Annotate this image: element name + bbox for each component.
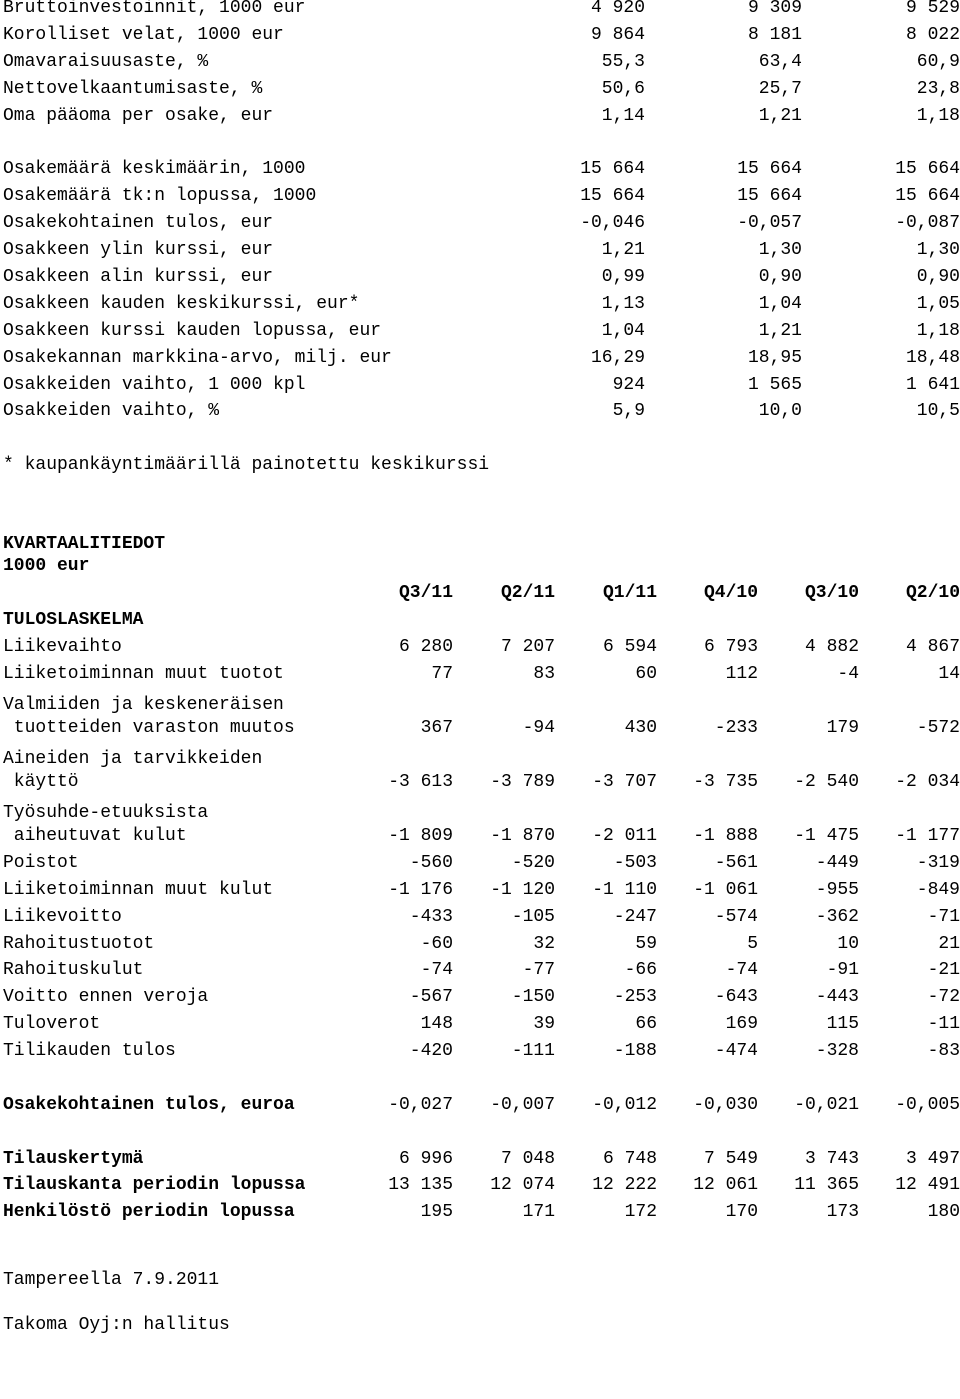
value-cell: 180 <box>927 1202 960 1222</box>
table-row <box>0 852 960 874</box>
value-cell: 1,21 <box>601 240 645 260</box>
value-cell: 6 594 <box>602 637 657 657</box>
value-cell: -0,021 <box>794 1095 859 1115</box>
row-label: Rahoituskulut <box>3 960 144 980</box>
value-cell: -0,027 <box>388 1095 453 1115</box>
value-cell: 170 <box>725 1202 758 1222</box>
table-row <box>0 825 960 847</box>
value-cell: 367 <box>420 718 453 738</box>
value-cell: -0,030 <box>693 1095 758 1115</box>
value-cell: -443 <box>815 987 859 1007</box>
value-cell: -572 <box>916 718 960 738</box>
table-row <box>0 1174 960 1196</box>
value-cell: -233 <box>714 718 758 738</box>
value-cell: -520 <box>511 853 555 873</box>
value-cell: 6 748 <box>602 1149 657 1169</box>
table-row <box>0 1201 960 1223</box>
row-label: Osakkeiden vaihto, 1 000 kpl <box>3 375 306 395</box>
value-cell: 1,30 <box>758 240 802 260</box>
row-label: Omavaraisuusaste, % <box>3 52 209 72</box>
value-cell: 924 <box>612 375 645 395</box>
table-row-label-line1 <box>0 694 960 716</box>
value-cell: 1,05 <box>916 294 960 314</box>
value-cell: -420 <box>409 1041 453 1061</box>
value-cell: -1 110 <box>592 880 657 900</box>
row-label: Rahoitustuotot <box>3 934 155 954</box>
row-label: Tuloverot <box>3 1014 101 1034</box>
table-row <box>0 105 960 127</box>
table-row <box>0 24 960 46</box>
table-row <box>0 293 960 315</box>
row-label: Aineiden ja tarvikkeiden <box>3 749 263 769</box>
period-header: Q3/11 <box>398 583 453 603</box>
value-cell: 10,0 <box>758 401 802 421</box>
value-cell: -71 <box>927 907 960 927</box>
value-cell: -1 176 <box>388 880 453 900</box>
value-cell: 1,18 <box>916 321 960 341</box>
row-label-continued: tuotteiden varaston muutos <box>3 718 295 738</box>
row-label: Osakekannan markkina-arvo, milj. eur <box>3 348 392 368</box>
value-cell: 9 309 <box>747 0 802 18</box>
value-cell: 12 061 <box>693 1175 758 1195</box>
row-label: Osakemäärä tk:n lopussa, 1000 <box>3 186 317 206</box>
value-cell: -0,057 <box>737 213 802 233</box>
value-cell: -560 <box>409 853 453 873</box>
value-cell: 115 <box>826 1014 859 1034</box>
value-cell: -328 <box>815 1041 859 1061</box>
table-row <box>0 636 960 658</box>
value-cell: 63,4 <box>758 52 802 72</box>
table-row <box>0 933 960 955</box>
value-cell: -3 613 <box>388 772 453 792</box>
value-cell: 1 641 <box>905 375 960 395</box>
value-cell: -111 <box>511 1041 555 1061</box>
value-cell: 169 <box>725 1014 758 1034</box>
value-cell: 9 864 <box>590 25 645 45</box>
table-row <box>0 906 960 928</box>
value-cell: -253 <box>613 987 657 1007</box>
value-cell: -643 <box>714 987 758 1007</box>
value-cell: 60 <box>635 664 657 684</box>
period-header: Q2/11 <box>500 583 555 603</box>
table-row <box>0 1148 960 1170</box>
row-label: Liiketoiminnan muut tuotot <box>3 664 284 684</box>
value-cell: -1 888 <box>693 826 758 846</box>
value-cell: 171 <box>522 1202 555 1222</box>
value-cell: 3 497 <box>905 1149 960 1169</box>
eps-row <box>0 1094 960 1116</box>
value-cell: 18,48 <box>905 348 960 368</box>
subsection-title-text: TULOSLASKELMA <box>3 610 144 630</box>
value-cell: 15 664 <box>895 159 960 179</box>
value-cell: 5 <box>747 934 758 954</box>
row-label: Osakkeen kauden keskikurssi, eur* <box>3 294 360 314</box>
value-cell: -561 <box>714 853 758 873</box>
table-row <box>0 185 960 207</box>
table-row <box>0 400 960 422</box>
value-cell: -0,012 <box>592 1095 657 1115</box>
value-cell: -955 <box>815 880 859 900</box>
value-cell: 7 549 <box>703 1149 758 1169</box>
value-cell: 11 365 <box>794 1175 859 1195</box>
table-row <box>0 347 960 369</box>
value-cell: -3 735 <box>693 772 758 792</box>
value-cell: 1,30 <box>916 240 960 260</box>
value-cell: 6 793 <box>703 637 758 657</box>
row-label: Henkilöstö periodin lopussa <box>3 1202 295 1222</box>
value-cell: -1 809 <box>388 826 453 846</box>
value-cell: 6 280 <box>398 637 453 657</box>
value-cell: 7 048 <box>500 1149 555 1169</box>
value-cell: 32 <box>533 934 555 954</box>
value-cell: 179 <box>826 718 859 738</box>
value-cell: -849 <box>916 880 960 900</box>
table-row <box>0 771 960 793</box>
value-cell: 1 565 <box>747 375 802 395</box>
value-cell: 1,21 <box>758 106 802 126</box>
value-cell: 172 <box>624 1202 657 1222</box>
table-row <box>0 717 960 739</box>
value-cell: -2 540 <box>794 772 859 792</box>
table-row <box>0 266 960 288</box>
subsection-title <box>0 609 960 631</box>
value-cell: -72 <box>927 987 960 1007</box>
value-cell: 15 664 <box>895 186 960 206</box>
value-cell: -83 <box>927 1041 960 1061</box>
value-cell: -1 177 <box>895 826 960 846</box>
value-cell: 6 996 <box>398 1149 453 1169</box>
value-cell: 50,6 <box>601 79 645 99</box>
row-label: Bruttoinvestoinnit, 1000 eur <box>3 0 306 18</box>
table-row <box>0 239 960 261</box>
value-cell: 16,29 <box>590 348 645 368</box>
table-row <box>0 78 960 100</box>
value-cell: -1 120 <box>490 880 555 900</box>
table-row <box>0 320 960 342</box>
value-cell: 15 664 <box>580 159 645 179</box>
table-row <box>0 1040 960 1062</box>
value-cell: 13 135 <box>388 1175 453 1195</box>
value-cell: -449 <box>815 853 859 873</box>
row-label: Tilauskertymä <box>3 1149 144 1169</box>
period-header-row <box>0 582 960 604</box>
value-cell: 1,21 <box>758 321 802 341</box>
value-cell: -362 <box>815 907 859 927</box>
value-cell: 1,18 <box>916 106 960 126</box>
row-label: Poistot <box>3 853 79 873</box>
period-header: Q1/11 <box>602 583 657 603</box>
value-cell: -0,087 <box>895 213 960 233</box>
value-cell: 4 867 <box>905 637 960 657</box>
value-cell: -188 <box>613 1041 657 1061</box>
footnote-text: * kaupankäyntimäärillä painotettu keskikurssi <box>3 455 490 475</box>
row-label: Osakkeen ylin kurssi, eur <box>3 240 274 260</box>
value-cell: -2 011 <box>592 826 657 846</box>
value-cell: -4 <box>837 664 859 684</box>
row-label: Liiketoiminnan muut kulut <box>3 880 274 900</box>
row-label: Osakemäärä keskimäärin, 1000 <box>3 159 306 179</box>
unit-label-text: 1000 eur <box>3 556 90 576</box>
value-cell: -2 034 <box>895 772 960 792</box>
table-row <box>0 959 960 981</box>
value-cell: -574 <box>714 907 758 927</box>
row-label: Oma pääoma per osake, eur <box>3 106 274 126</box>
row-label: Osakekohtainen tulos, eur <box>3 213 274 233</box>
value-cell: 148 <box>420 1014 453 1034</box>
period-header: Q2/10 <box>905 583 960 603</box>
value-cell: 12 491 <box>895 1175 960 1195</box>
value-cell: -91 <box>826 960 859 980</box>
value-cell: -503 <box>613 853 657 873</box>
period-header: Q4/10 <box>703 583 758 603</box>
place-date <box>0 1269 960 1291</box>
value-cell: 0,90 <box>758 267 802 287</box>
row-label: Työsuhde-etuuksista <box>3 803 209 823</box>
value-cell: 77 <box>431 664 453 684</box>
value-cell: 0,90 <box>916 267 960 287</box>
value-cell: 7 207 <box>500 637 555 657</box>
value-cell: -150 <box>511 987 555 1007</box>
value-cell: 60,9 <box>916 52 960 72</box>
section-title-text: KVARTAALITIEDOT <box>3 534 166 554</box>
value-cell: 112 <box>725 664 758 684</box>
place-date-text: Tampereella 7.9.2011 <box>3 1270 220 1290</box>
value-cell: -3 789 <box>490 772 555 792</box>
value-cell: 10,5 <box>916 401 960 421</box>
footnote <box>0 454 960 476</box>
signature <box>0 1314 960 1336</box>
value-cell: 195 <box>420 1202 453 1222</box>
value-cell: 1,04 <box>758 294 802 314</box>
value-cell: 4 882 <box>804 637 859 657</box>
row-label: Valmiiden ja keskeneräisen <box>3 695 284 715</box>
value-cell: -1 870 <box>490 826 555 846</box>
value-cell: -0,007 <box>490 1095 555 1115</box>
value-cell: 23,8 <box>916 79 960 99</box>
value-cell: -1 475 <box>794 826 859 846</box>
value-cell: 10 <box>837 934 859 954</box>
row-label: Voitto ennen veroja <box>3 987 209 1007</box>
signature-text: Takoma Oyj:n hallitus <box>3 1315 230 1335</box>
value-cell: 8 181 <box>747 25 802 45</box>
value-cell: -319 <box>916 853 960 873</box>
value-cell: 173 <box>826 1202 859 1222</box>
row-label: Liikevoitto <box>3 907 122 927</box>
value-cell: -11 <box>927 1014 960 1034</box>
table-row-label-line1 <box>0 748 960 770</box>
value-cell: 4 920 <box>590 0 645 18</box>
value-cell: 21 <box>938 934 960 954</box>
value-cell: -60 <box>420 934 453 954</box>
unit-label <box>0 555 960 577</box>
value-cell: 15 664 <box>737 159 802 179</box>
value-cell: 25,7 <box>758 79 802 99</box>
value-cell: 0,99 <box>601 267 645 287</box>
row-label-continued: käyttö <box>3 772 79 792</box>
row-label: Osakkeen alin kurssi, eur <box>3 267 274 287</box>
value-cell: 55,3 <box>601 52 645 72</box>
value-cell: 18,95 <box>747 348 802 368</box>
row-label: Tilikauden tulos <box>3 1041 176 1061</box>
row-label: Liikevaihto <box>3 637 122 657</box>
value-cell: 14 <box>938 664 960 684</box>
value-cell: 12 222 <box>592 1175 657 1195</box>
table-row <box>0 51 960 73</box>
value-cell: -247 <box>613 907 657 927</box>
table-row <box>0 212 960 234</box>
value-cell: 39 <box>533 1014 555 1034</box>
value-cell: 1,13 <box>601 294 645 314</box>
value-cell: 5,9 <box>612 401 645 421</box>
table-row <box>0 663 960 685</box>
period-header: Q3/10 <box>804 583 859 603</box>
table-row <box>0 374 960 396</box>
value-cell: 15 664 <box>737 186 802 206</box>
table-row-label-line1 <box>0 802 960 824</box>
row-label: Tilauskanta periodin lopussa <box>3 1175 306 1195</box>
value-cell: -94 <box>522 718 555 738</box>
table-row <box>0 1013 960 1035</box>
value-cell: 15 664 <box>580 186 645 206</box>
value-cell: -77 <box>522 960 555 980</box>
row-label: Osakekohtainen tulos, euroa <box>3 1095 295 1115</box>
value-cell: -66 <box>624 960 657 980</box>
value-cell: 1,04 <box>601 321 645 341</box>
value-cell: -1 061 <box>693 880 758 900</box>
value-cell: 430 <box>624 718 657 738</box>
value-cell: 66 <box>635 1014 657 1034</box>
value-cell: -474 <box>714 1041 758 1061</box>
value-cell: 12 074 <box>490 1175 555 1195</box>
value-cell: -74 <box>725 960 758 980</box>
value-cell: 59 <box>635 934 657 954</box>
value-cell: -0,046 <box>580 213 645 233</box>
row-label: Osakkeiden vaihto, % <box>3 401 220 421</box>
table-row <box>0 0 960 19</box>
table-row <box>0 158 960 180</box>
value-cell: -0,005 <box>895 1095 960 1115</box>
table-row <box>0 879 960 901</box>
value-cell: -3 707 <box>592 772 657 792</box>
section-title <box>0 533 960 555</box>
value-cell: -21 <box>927 960 960 980</box>
value-cell: -74 <box>420 960 453 980</box>
value-cell: 8 022 <box>905 25 960 45</box>
value-cell: -567 <box>409 987 453 1007</box>
row-label: Nettovelkaantumisaste, % <box>3 79 263 99</box>
row-label: Korolliset velat, 1000 eur <box>3 25 284 45</box>
value-cell: 1,14 <box>601 106 645 126</box>
value-cell: -105 <box>511 907 555 927</box>
row-label: Osakkeen kurssi kauden lopussa, eur <box>3 321 382 341</box>
value-cell: -433 <box>409 907 453 927</box>
value-cell: 3 743 <box>804 1149 859 1169</box>
value-cell: 83 <box>533 664 555 684</box>
value-cell: 9 529 <box>905 0 960 18</box>
row-label-continued: aiheutuvat kulut <box>3 826 187 846</box>
table-row <box>0 986 960 1008</box>
